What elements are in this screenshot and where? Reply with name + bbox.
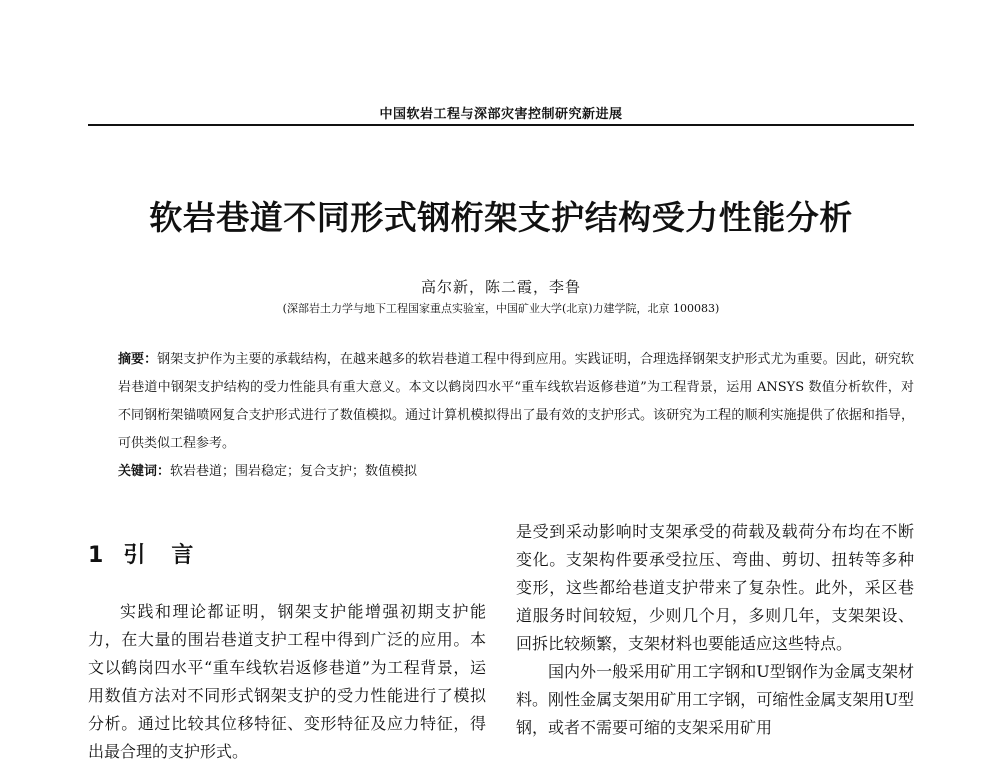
affiliation: (深部岩土力学与地下工程国家重点实验室，中国矿业大学(北京)力建学院，北京 100083) [282,302,720,315]
authors: 高尔新，陈二霞，李鲁 [420,278,581,296]
paper-title: 软岩巷道不同形式钢桁架支护结构受力性能分析 [149,198,853,237]
abstract [118,346,914,458]
abstract-text: 钢架支护作为主要的承载结构，在越来越多的软岩巷道工程中得到应用。实践证明，合理选择钢架支护形式尤为重要。因此，研究软岩巷道中钢架支护结构的受力性能具有重大意义。本文以鹤岗四水平“重车线软岩返修巷道”为工程背景，运用 ANSYS 数值分析软件，对不同钢桁架锚喷网复合支护形式进行了数值模拟。通过计算机模拟得出了最有效的支护形式。该研究为工程的顺利实施提供了依据和指导，可供类似工程参考。 [118,352,914,451]
abstract-label: 摘要： [118,352,158,367]
section-title: 引 言 [123,543,196,568]
keywords [118,458,914,486]
section-heading [88,538,195,569]
right-column-paragraph-2: 国内外一般采用矿用工字钢和U型钢作为金属支架材料。刚性金属支架用矿用工字钢，可缩性金属支架用U型钢，或者不需要可缩的支架采用矿用 [516,662,914,737]
right-column-paragraph-1: 是受到采动影响时支架承受的荷载及载荷分布均在不断变化。支架构件要承受拉压、弯曲、剪切、扭转等多种变形，这些都给巷道支护带来了复杂性。此外，采区巷道服务时间较短，少则几个月，多则几年，支架架设、回拆比较频繁，支架材料也要能适应这些特点。 [516,522,914,653]
right-column [516,518,914,742]
running-header: 中国软岩工程与深部灾害控制研究新进展 [379,107,623,122]
keywords-text: 软岩巷道；围岩稳定；复合支护；数值模拟 [170,464,418,479]
section-number: 1 [88,543,106,568]
header-rule [88,124,914,126]
left-column-paragraph: 实践和理论都证明，钢架支护能增强初期支护能力，在大量的围岩巷道支护工程中得到广泛的应用。本文以鹤岗四水平“重车线软岩返修巷道”为工程背景，运用数值方法对不同形式钢架支护的受力性能进行了模拟分析。通过比较其位移特征、变形特征及应力特征，得出最合理的支护形式。 [88,602,486,760]
keywords-label: 关键词： [118,464,171,479]
